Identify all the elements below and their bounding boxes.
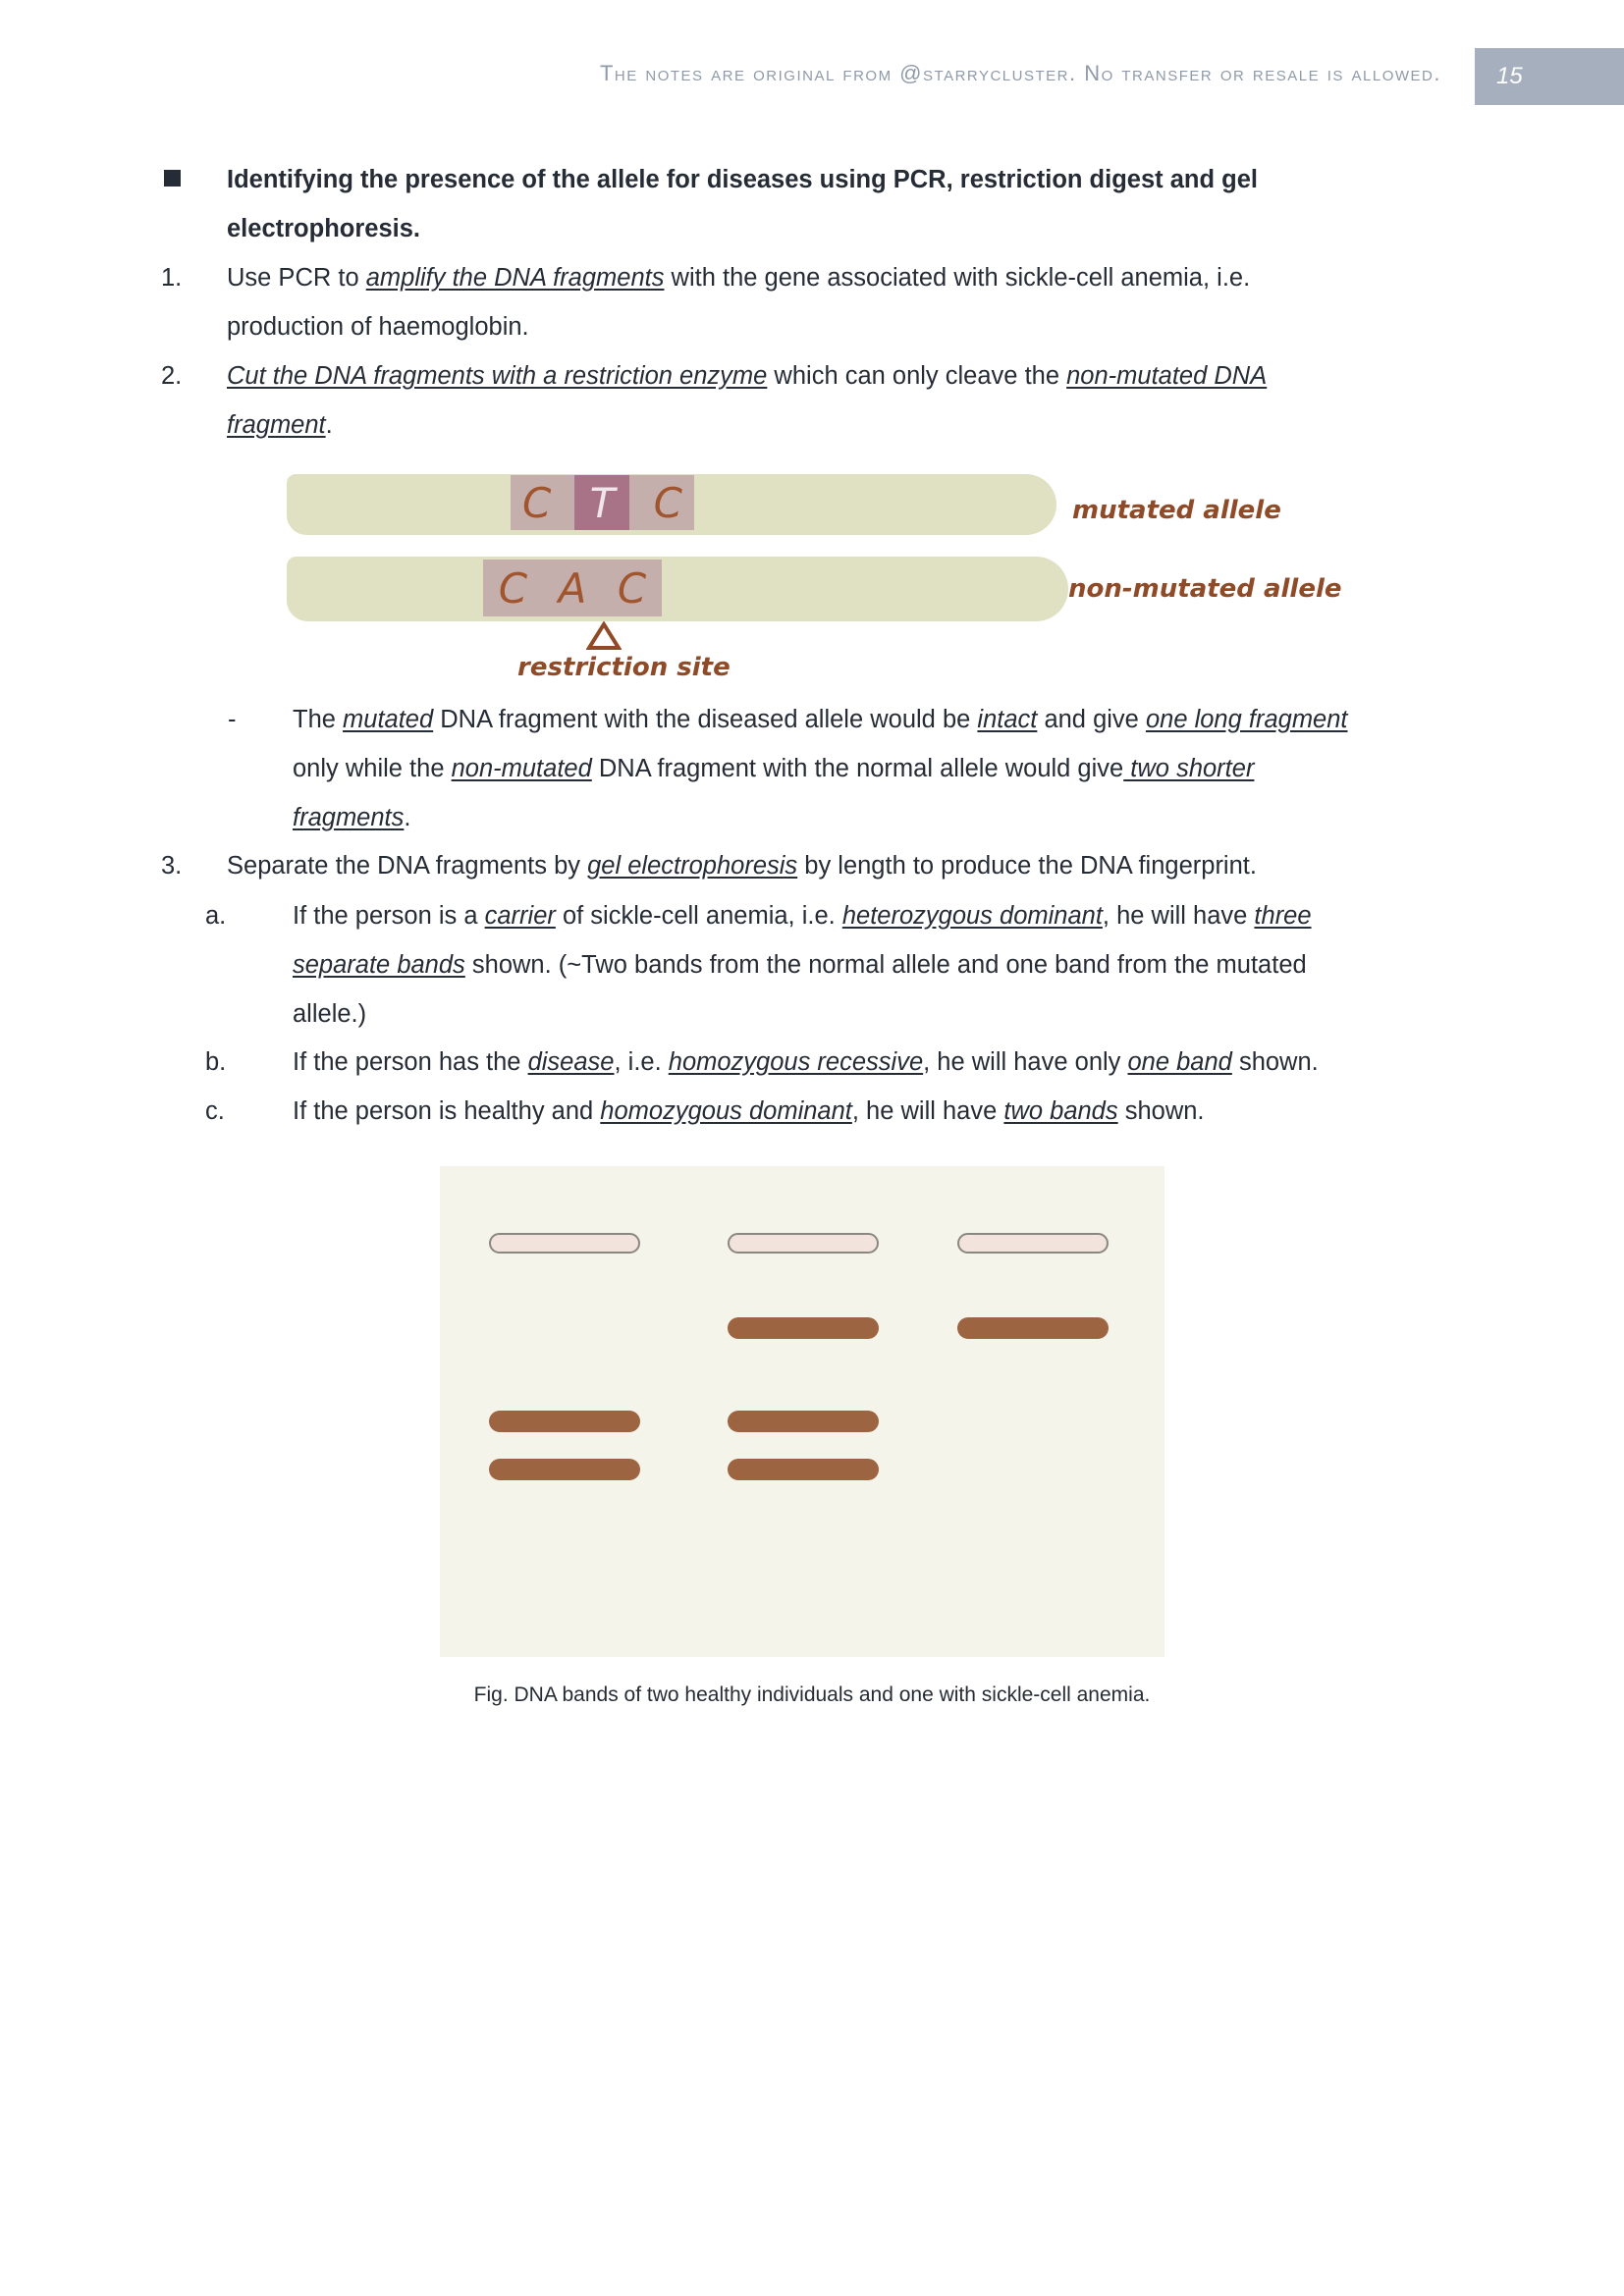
text-segment: DNA fragment with the diseased allele would be bbox=[433, 706, 978, 733]
restriction-site-triangle-icon bbox=[586, 621, 622, 651]
bullet-square-icon bbox=[164, 170, 181, 187]
dna-band-short bbox=[728, 1411, 879, 1432]
text-segment: shown. (~Two bands from the normal allele and one band from the mutated bbox=[464, 951, 1307, 979]
text-segment: , he will have only bbox=[923, 1048, 1128, 1076]
base: C bbox=[653, 478, 682, 527]
text-line bbox=[227, 841, 1257, 890]
mutated-codon bbox=[511, 475, 694, 530]
non-mutated-codon bbox=[483, 560, 662, 616]
text-line bbox=[227, 302, 529, 351]
text-segment: If the person is healthy and bbox=[293, 1097, 601, 1125]
dna-band-short bbox=[728, 1459, 879, 1480]
text-segment: production of haemoglobin. bbox=[227, 313, 529, 341]
text-segment: of sickle-cell anemia, i.e. bbox=[555, 902, 842, 930]
emphasis-term: one long fragment bbox=[1145, 706, 1348, 733]
text-segment: . bbox=[325, 411, 333, 439]
text-segment: , i.e. bbox=[614, 1048, 669, 1076]
section-heading-line-2: electrophoresis. bbox=[227, 215, 420, 242]
gel-electrophoresis-figure bbox=[440, 1166, 1164, 1657]
emphasis-term: separate bands bbox=[293, 951, 465, 979]
list-marker: 3. bbox=[161, 852, 183, 880]
non-mutated-allele-label: non-mutated allele bbox=[1068, 574, 1342, 604]
non-mutated-strand bbox=[287, 557, 1068, 621]
list-marker: c. bbox=[205, 1097, 225, 1125]
gel-well bbox=[957, 1233, 1109, 1254]
dna-band-long bbox=[728, 1317, 879, 1339]
base: A bbox=[558, 563, 587, 613]
base: C bbox=[498, 563, 528, 613]
text-line bbox=[227, 400, 333, 450]
dna-band-long bbox=[957, 1317, 1109, 1339]
list-marker: b. bbox=[205, 1048, 227, 1076]
text-line bbox=[227, 253, 1250, 302]
emphasis-term: three bbox=[1254, 902, 1312, 930]
dna-band-short bbox=[489, 1459, 640, 1480]
text-segment: with the gene associated with sickle-cell anemia, i.e. bbox=[664, 264, 1251, 292]
emphasis-term: two shorter bbox=[1123, 755, 1255, 782]
list-marker: 1. bbox=[161, 264, 183, 292]
emphasis-term: non-mutated DNA bbox=[1066, 362, 1268, 390]
text-segment: If the person has the bbox=[293, 1048, 528, 1076]
list-marker: - bbox=[228, 706, 237, 733]
emphasis-term: mutated bbox=[343, 706, 434, 733]
text-line bbox=[293, 891, 1312, 940]
text-segment: shown. bbox=[1231, 1048, 1319, 1076]
text-line bbox=[293, 989, 366, 1039]
emphasis-term: fragments bbox=[293, 804, 405, 831]
text-segment: , he will have bbox=[1102, 902, 1255, 930]
base-highlight: T bbox=[574, 475, 629, 530]
base: C bbox=[617, 563, 647, 613]
header-notice: The notes are original from @starrycluster. No transfer or resale is allowed. bbox=[599, 61, 1441, 85]
text-line bbox=[293, 695, 1348, 744]
text-segment: by length to produce the DNA fingerprint. bbox=[797, 852, 1257, 880]
restriction-site-label: restriction site bbox=[517, 653, 731, 682]
text-line bbox=[293, 1038, 1319, 1087]
base: C bbox=[522, 478, 552, 527]
emphasis-term: intact bbox=[977, 706, 1038, 733]
text-line bbox=[293, 940, 1307, 989]
emphasis-term: carrier bbox=[484, 902, 556, 930]
figure-caption: Fig. DNA bands of two healthy individuals and one with sickle-cell anemia. bbox=[473, 1683, 1151, 1706]
text-segment: and give bbox=[1037, 706, 1146, 733]
text-segment: The bbox=[293, 706, 344, 733]
mutated-allele-label: mutated allele bbox=[1072, 496, 1281, 525]
emphasis-term: amplify the DNA fragments bbox=[365, 264, 665, 292]
emphasis-term: heterozygous dominant bbox=[841, 902, 1103, 930]
emphasis-term: fragment bbox=[227, 411, 326, 439]
emphasis-term: homozygous recessive bbox=[668, 1048, 924, 1076]
page-number: 15 bbox=[1475, 48, 1624, 105]
text-segment: Separate the DNA fragments by bbox=[227, 852, 588, 880]
gel-well bbox=[728, 1233, 879, 1254]
text-segment: shown. bbox=[1117, 1097, 1205, 1125]
emphasis-term: two bands bbox=[1003, 1097, 1118, 1125]
text-line bbox=[227, 351, 1267, 400]
section-heading-line-1: Identifying the presence of the allele for diseases using PCR, restriction digest and gel bbox=[227, 166, 1258, 193]
text-segment: allele.) bbox=[293, 1000, 367, 1028]
emphasis-term: disease bbox=[527, 1048, 615, 1076]
text-line bbox=[293, 793, 410, 842]
text-segment: If the person is a bbox=[293, 902, 485, 930]
text-line bbox=[293, 744, 1254, 793]
emphasis-term: non-mutated bbox=[451, 755, 592, 782]
gel-well bbox=[489, 1233, 640, 1254]
text-segment: Use PCR to bbox=[227, 264, 366, 292]
text-segment: , he will have bbox=[851, 1097, 1004, 1125]
dna-band-short bbox=[489, 1411, 640, 1432]
text-segment: DNA fragment with the normal allele would give bbox=[591, 755, 1124, 782]
text-segment: only while the bbox=[293, 755, 452, 782]
list-marker: a. bbox=[205, 902, 227, 930]
list-marker: 2. bbox=[161, 362, 183, 390]
text-segment: . bbox=[404, 804, 411, 831]
text-line bbox=[293, 1087, 1205, 1136]
emphasis-term: Cut the DNA fragments with a restriction enzyme bbox=[227, 362, 768, 390]
text-segment: which can only cleave the bbox=[767, 362, 1067, 390]
emphasis-term: homozygous dominant bbox=[600, 1097, 852, 1125]
emphasis-term: one band bbox=[1127, 1048, 1232, 1076]
emphasis-term: gel electrophoresis bbox=[587, 852, 798, 880]
